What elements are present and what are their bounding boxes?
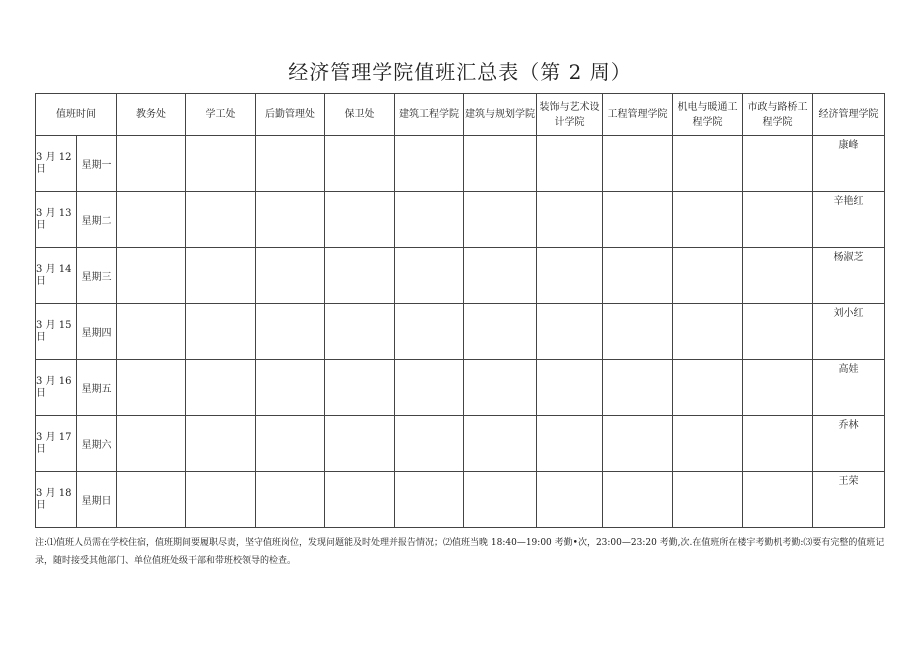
duty-cell bbox=[673, 136, 743, 192]
page-title: 经济管理学院值班汇总表（第 2 周） bbox=[288, 60, 632, 84]
date-cell: 3 月 18 日 bbox=[36, 472, 77, 528]
duty-cell bbox=[256, 416, 325, 472]
dept-header: 装饰与艺术设计学院 bbox=[537, 94, 603, 136]
weekday-cell: 星期三 bbox=[77, 248, 117, 304]
duty-cell bbox=[325, 136, 395, 192]
duty-cell bbox=[537, 304, 603, 360]
table-row bbox=[36, 360, 885, 416]
duty-cell bbox=[743, 416, 813, 472]
table-row bbox=[36, 304, 885, 360]
duty-cell bbox=[603, 136, 673, 192]
dept-header: 建筑工程学院 bbox=[395, 94, 464, 136]
weekday-cell: 星期四 bbox=[77, 304, 117, 360]
duty-person-cell: 康峰 bbox=[813, 136, 885, 192]
duty-cell bbox=[256, 472, 325, 528]
duty-cell bbox=[743, 192, 813, 248]
dept-header: 学工处 bbox=[186, 94, 256, 136]
duty-cell bbox=[117, 360, 186, 416]
duty-cell bbox=[743, 248, 813, 304]
duty-cell bbox=[256, 304, 325, 360]
duty-cell bbox=[537, 416, 603, 472]
duty-cell bbox=[743, 472, 813, 528]
duty-cell bbox=[537, 360, 603, 416]
duty-cell bbox=[186, 192, 256, 248]
duty-cell bbox=[743, 136, 813, 192]
footnote: 注:⑴值班人员需在学校住宿，值班期间要履职尽责，坚守值班岗位，发现问题能及时处理并报告情况；⑵值班当晚 18:40—19:00 考勤•次，23:00—23:20 考勤,次.在值班所在楼宇考勤机考勤:⑶要有完整的值班记录，随时接受其他部门、单位值班处级干部和带班校领导的检查。 bbox=[35, 538, 885, 566]
weekday-cell: 星期五 bbox=[77, 360, 117, 416]
table-row bbox=[36, 416, 885, 472]
duty-cell bbox=[256, 248, 325, 304]
duty-cell bbox=[673, 304, 743, 360]
duty-person-cell: 杨淑芝 bbox=[813, 248, 885, 304]
time-header: 值班时间 bbox=[36, 94, 117, 136]
duty-cell bbox=[603, 416, 673, 472]
duty-cell bbox=[673, 248, 743, 304]
dept-header: 后勤管理处 bbox=[256, 94, 325, 136]
dept-header: 建筑与规划学院 bbox=[464, 94, 537, 136]
date-cell: 3 月 14 日 bbox=[36, 248, 77, 304]
duty-cell bbox=[117, 304, 186, 360]
duty-cell bbox=[395, 248, 464, 304]
duty-cell bbox=[186, 136, 256, 192]
duty-cell bbox=[464, 360, 537, 416]
duty-cell bbox=[464, 136, 537, 192]
duty-cell bbox=[673, 360, 743, 416]
duty-cell bbox=[395, 416, 464, 472]
duty-cell bbox=[117, 136, 186, 192]
duty-cell bbox=[117, 472, 186, 528]
duty-cell bbox=[673, 472, 743, 528]
date-cell: 3 月 16 日 bbox=[36, 360, 77, 416]
duty-cell bbox=[603, 192, 673, 248]
duty-cell bbox=[464, 304, 537, 360]
duty-cell bbox=[117, 416, 186, 472]
duty-person-cell: 刘小红 bbox=[813, 304, 885, 360]
duty-cell bbox=[325, 192, 395, 248]
duty-cell bbox=[464, 416, 537, 472]
duty-cell bbox=[256, 192, 325, 248]
dept-header: 教务处 bbox=[117, 94, 186, 136]
duty-person-cell: 辛艳红 bbox=[813, 192, 885, 248]
duty-cell bbox=[325, 248, 395, 304]
date-cell: 3 月 13 日 bbox=[36, 192, 77, 248]
duty-cell bbox=[395, 304, 464, 360]
duty-cell bbox=[395, 360, 464, 416]
weekday-cell: 星期一 bbox=[77, 136, 117, 192]
duty-cell bbox=[673, 416, 743, 472]
duty-cell bbox=[537, 472, 603, 528]
duty-cell bbox=[117, 248, 186, 304]
duty-cell bbox=[603, 360, 673, 416]
duty-cell bbox=[186, 360, 256, 416]
duty-table-body bbox=[36, 136, 885, 528]
duty-cell bbox=[325, 304, 395, 360]
weekday-cell: 星期二 bbox=[77, 192, 117, 248]
duty-cell bbox=[395, 192, 464, 248]
table-row bbox=[36, 248, 885, 304]
duty-cell bbox=[537, 136, 603, 192]
duty-cell bbox=[395, 472, 464, 528]
weekday-cell: 星期六 bbox=[77, 416, 117, 472]
dept-header: 机电与暖通工程学院 bbox=[673, 94, 743, 136]
duty-cell bbox=[256, 136, 325, 192]
duty-cell bbox=[743, 304, 813, 360]
duty-table bbox=[35, 93, 885, 528]
date-cell: 3 月 12 日 bbox=[36, 136, 77, 192]
header-row bbox=[36, 94, 885, 136]
duty-cell bbox=[325, 360, 395, 416]
duty-cell bbox=[464, 248, 537, 304]
duty-person-cell: 王荣 bbox=[813, 472, 885, 528]
dept-header: 工程管理学院 bbox=[603, 94, 673, 136]
date-cell: 3 月 17 日 bbox=[36, 416, 77, 472]
table-row bbox=[36, 472, 885, 528]
table-row bbox=[36, 192, 885, 248]
duty-person-cell: 乔林 bbox=[813, 416, 885, 472]
duty-cell bbox=[673, 192, 743, 248]
dept-header: 保卫处 bbox=[325, 94, 395, 136]
duty-cell bbox=[186, 304, 256, 360]
duty-cell bbox=[537, 192, 603, 248]
duty-cell bbox=[117, 192, 186, 248]
duty-cell bbox=[395, 136, 464, 192]
duty-cell bbox=[464, 472, 537, 528]
duty-cell bbox=[186, 248, 256, 304]
duty-cell bbox=[186, 416, 256, 472]
weekday-cell: 星期日 bbox=[77, 472, 117, 528]
dept-header: 市政与路桥工程学院 bbox=[743, 94, 813, 136]
duty-cell bbox=[464, 192, 537, 248]
duty-cell bbox=[325, 416, 395, 472]
duty-cell bbox=[186, 472, 256, 528]
table-row bbox=[36, 136, 885, 192]
dept-header: 经济管理学院 bbox=[813, 94, 885, 136]
date-cell: 3 月 15 日 bbox=[36, 304, 77, 360]
duty-cell bbox=[603, 472, 673, 528]
duty-cell bbox=[603, 248, 673, 304]
duty-cell bbox=[603, 304, 673, 360]
duty-cell bbox=[537, 248, 603, 304]
duty-person-cell: 高娃 bbox=[813, 360, 885, 416]
duty-cell bbox=[743, 360, 813, 416]
duty-cell bbox=[256, 360, 325, 416]
duty-cell bbox=[325, 472, 395, 528]
